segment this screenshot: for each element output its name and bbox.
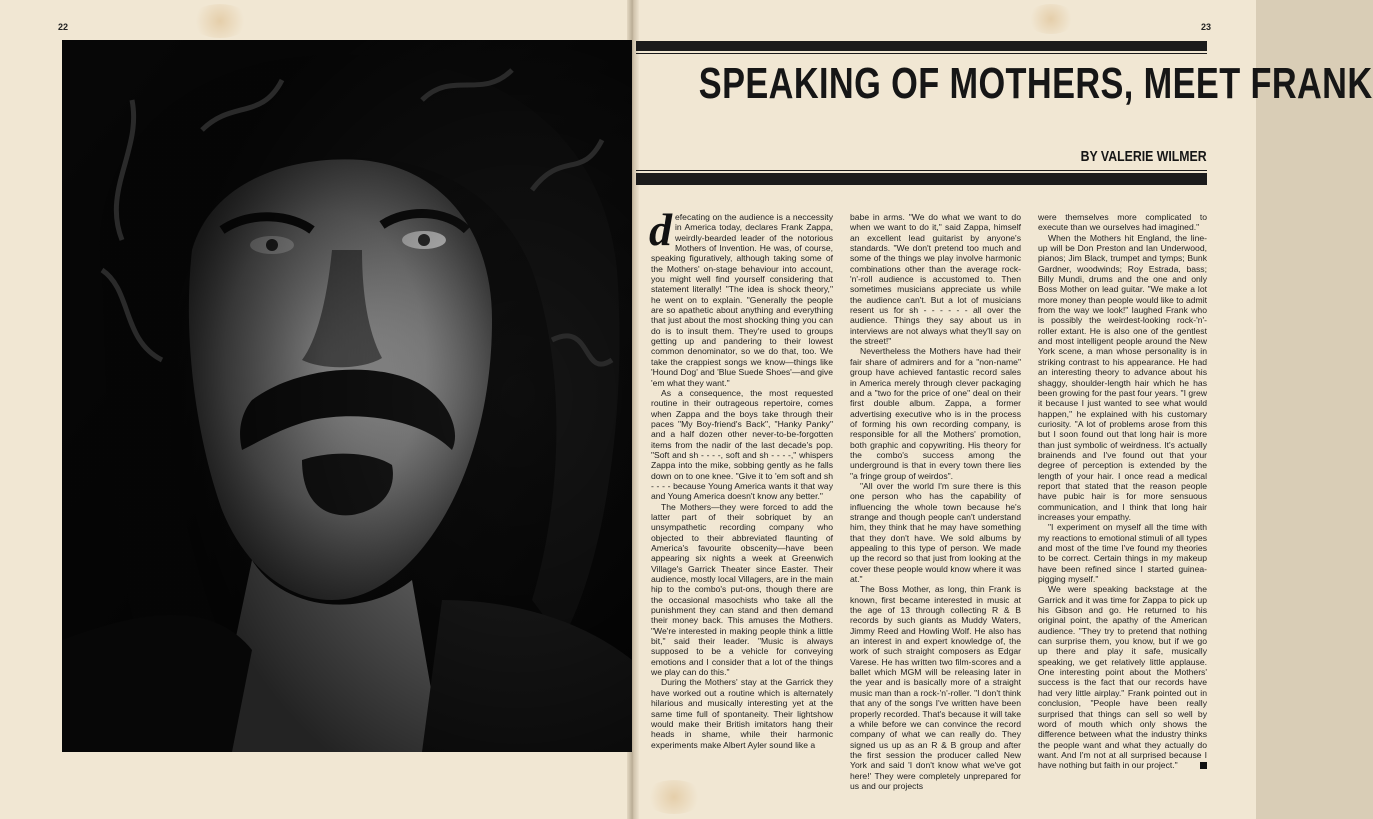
article-column-2: [850, 212, 1021, 791]
article-column-1: [649, 204, 833, 772]
paragraph-text: efecating on the audience is a neccessity in America today, declares Frank Zappa, weirdly-bearded leader of the notorious Mothers of Invention. He was, of course, speaking figuratively, although taking some of the Mothers' on-stage behaviour into account, you might well find yourself considering that statement literally! "The idea is shock theory," he went on to explain. "Generally the people are so apathetic about anything and everything that just about the most shocking thing you can do is to insult them. They're used to groups getting up and pandering to their lowest common denominator, so we do that, too. We take the crappiest songs we know—things like 'Hound Dog' and 'Blue Suede Shoes'—and give 'em what they want.": [651, 212, 833, 388]
paper-stain: [1026, 4, 1076, 34]
page-number-right: 23: [1201, 22, 1212, 32]
drop-cap: d: [649, 204, 672, 255]
paragraph: "All over the world I'm sure there is this one person who has the capability of influencing the whole town because he's strange and though people can't understand him, they think that he may have something that they don't have. We sold albums by appealing to this type of person. We made up the record so that just from looking at the cover these people would know where it was at.": [850, 480, 1021, 585]
paragraph: were themselves more complicated to execute than we ourselves had imagined.": [1038, 212, 1207, 233]
paragraph: [649, 204, 833, 388]
portrait-photo: [62, 40, 632, 752]
paragraph: Nevertheless the Mothers have had their fair share of admirers and for a "non-name" group have achieved fantastic record sales in America merely through clever packaging and a "two for the price of one" deal on their first double album. Zappa, a former advertising executive who is in the process of forming his own recording company, is responsible for all the Mothers' promotion, both graphic and copywriting. His theory for the combo's success among the underground is that in every town there lies "a fringe group of weirdos".: [850, 346, 1021, 481]
paragraph: When the Mothers hit England, the line-up will be Don Preston and Ian Underwood, pianos; Jim Black, trumpet and tymps; Bunk Gardner, woodwinds; Roy Estrada, bass; Billy Mundi, drums and the one and only Boss Mother on lead guitar. "We make a lot more money than people would like to admit from the way we look!" laughed Frank who is possibly the weirdest-looking rock-'n'-roller extant. He is also one of the gentlest and most intelligent people around the New York scene, a man whose personality is in striking contrast to his appearance. He had an interesting theory to advance about his shaggy, shoulder-length hair which he has been growing for the past four years. "I grew it because I just wanted to see what would happen," he explained with his customary curiosity. "A lot of problems arose from this but I soon found out that long hair is more than just symbolic of weirdness. It's actually brainends and I've found out that your degree of perception is extended by the length of your hair. I once read a medical report that stated that the reason people have pubic hair is for more sensuous communication, and I think that long hair increases your empathy.: [1038, 232, 1207, 522]
paragraph-text: We were speaking backstage at the Garrick and it was time for Zappa to pick up his Gibson and go. He returned to his original point, the apathy of the American audience. "They try to pretend that nothing can surprise them, you know, but if we go up there and play it safe, musically speaking, we get relatively little applause. One interesting point about the Mothers' success is the fact that our records have had very little airplay." Frank pointed out in conclusion, "People have been really surprised that things can sell so well by word of mouth which only shows the difference between what the industry thinks the people want and what they actually do want. And I'm not at all surprised because I have nothing but faith in our project.": [1038, 584, 1207, 771]
page-number-left: 22: [58, 22, 69, 32]
title-rule-top: [636, 41, 1207, 51]
paragraph: "I experiment on myself all the time with my reactions to emotional stimuli of all types and most of the time I've found my theories to be correct. Certain things in my makeup have been refined since I started guinea-pigging myself.": [1038, 522, 1207, 585]
paper-stain: [190, 4, 250, 38]
paragraph: The Boss Mother, as long, thin Frank is known, first became interested in music at the age of 13 through collecting R & B records by such giants as Muddy Waters, Jimmy Reed and Howling Wolf. He also has an interest in and expert knowledge of, the work of such straight composers as Edgar Varese. He has written two film-scores and a ballet which MGM will be releasing later in the year and is basically more of a straight music man than a rock-'n'-roller. "I don't think that any of the songs I've written have been properly recorded. That's because it will take a while before we can convince the record company of what we can really do. They signed us up as an R & B group and after the first session the producer called New York and said 'I don't know what we've got here!' They were completely unprepared for us and our projects: [850, 584, 1021, 791]
paragraph: During the Mothers' stay at the Garrick they have worked out a routine which is alternately hilarious and musically interesting yet at the same time full of spontaneity. Their lightshow would make their British imitators hang their heads in shame, while their harmonic experiments make Albert Ayler sound like a: [651, 677, 833, 750]
paragraph: As a consequence, the most requested routine in their outrageous repertoire, comes when Zappa and the boys take through their paces "My Boy-friend's Back", "Hanky Panky" and a half dozen other never-to-be-forgotten items from the nadir of the last decade's pop. "Soft and sh - - - -, soft and sh - - - -," whispers Zappa into the mike, sobbing gently as he falls down on to one knee. "Give it to 'em soft and sh - - - - because Young America wants it that way and Young America doesn't know any better.": [651, 387, 833, 502]
article-byline: BY VALERIE WILMER: [1081, 148, 1207, 165]
paragraph: babe in arms. "We do what we want to do when we want to do it," said Zappa, himself an excellent lead guitarist by anyone's standards. "We don't pretend too much and some of the things we play involve harmonic combinations other than the average rock-'n'-roll audience is accustomed to. Then sometimes musicians appreciate us while the audience can't. But a lot of musicians resent us for sh - - - - - - all over the audience. Things they say about us in interviews are not always what they'll say on the street!": [850, 212, 1021, 347]
paragraph: The Mothers—they were forced to add the latter part of their sobriquet by an unsympathetic recording company who objected to their abbreviated flaunting of America's favourite obscenity—have been appearing six nights a week at Greenwich Village's Garrick Theater since Easter. Their audience, mostly local Villagers, are in the main hip to the combo's put-ons, though there are the occasional masochists who take all the punishment they can stand and then demand their money back. This amuses the Mothers. "We're interested in making people think a little bit," said their leader. "Music is always supposed to be a vehicle for conveying emotions and I consider that a lot of the things we play can do this.": [651, 501, 833, 678]
article-headline: SPEAKING OF MOTHERS, MEET FRANK: [698, 59, 1373, 108]
portrait-illustration: [62, 40, 632, 752]
end-mark-icon: [1200, 762, 1207, 769]
paper-stain: [644, 780, 704, 814]
article-column-3: [1038, 212, 1207, 772]
title-rule-bottom: [636, 173, 1207, 185]
paragraph-final: [1038, 584, 1207, 770]
